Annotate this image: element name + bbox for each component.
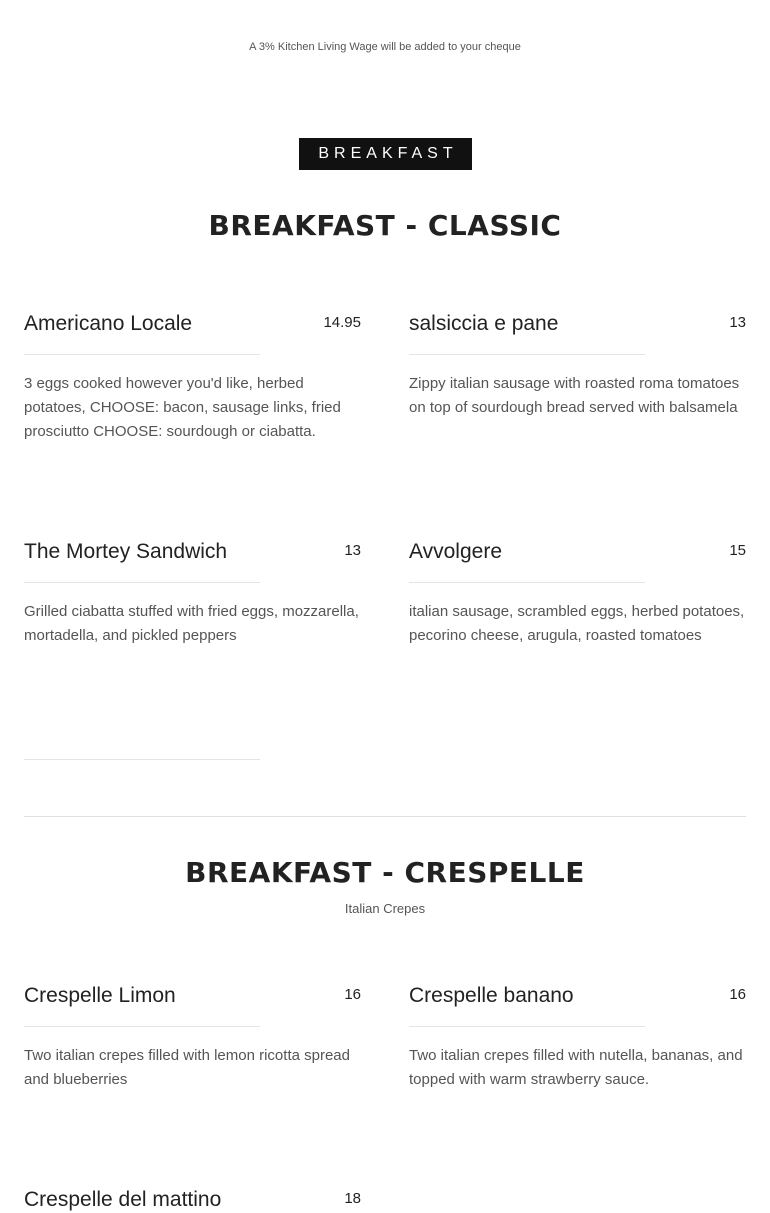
item-description: italian sausage, scrambled eggs, herbed potatoes, pecorino cheese, arugula, roasted tomatoes bbox=[409, 603, 745, 644]
item-description: Zippy italian sausage with roasted roma tomatoes on top of sourdough bread served with balsamela bbox=[409, 375, 740, 416]
item-price: 13 bbox=[344, 542, 361, 559]
item-description: 3 eggs cooked however you'd like, herbed potatoes, CHOOSE: bacon, sausage links, fried prosciutto CHOOSE: sourdough or ciabatta. bbox=[24, 375, 341, 440]
item-divider bbox=[24, 354, 260, 355]
item-name: Crespelle del mattino bbox=[24, 1188, 222, 1211]
item-name: The Mortey Sandwich bbox=[24, 540, 228, 563]
item-price: 14.95 bbox=[323, 314, 361, 331]
item-name: Americano Locale bbox=[24, 312, 193, 335]
item-name: Avvolgere bbox=[409, 540, 503, 563]
item-price: 16 bbox=[729, 986, 746, 1003]
item-price: 16 bbox=[344, 986, 361, 1003]
section-title-crespelle: BREAKFAST - CRESPELLE bbox=[185, 856, 585, 889]
section-subtitle: Italian Crepes bbox=[344, 901, 426, 916]
item-price: 15 bbox=[729, 542, 746, 559]
section-divider bbox=[24, 816, 746, 817]
section-title-classic: BREAKFAST - CLASSIC bbox=[208, 209, 562, 242]
item-divider bbox=[409, 582, 645, 583]
item-divider bbox=[24, 1026, 260, 1027]
item-description: Grilled ciabatta stuffed with fried eggs, mozzarella, mortadella, and pickled peppers bbox=[24, 603, 359, 644]
item-name: salsiccia e pane bbox=[409, 312, 559, 335]
kitchen-wage-notice: A 3% Kitchen Living Wage will be added to your cheque bbox=[249, 41, 521, 53]
item-divider bbox=[24, 582, 260, 583]
item-name: Crespelle banano bbox=[409, 984, 574, 1007]
item-price: 18 bbox=[344, 1190, 361, 1207]
item-name: Crespelle Limon bbox=[24, 984, 176, 1007]
menu-tab-breakfast[interactable]: BREAKFAST bbox=[299, 138, 472, 170]
item-price: 13 bbox=[729, 314, 746, 331]
item-description: Two italian crepes filled with nutella, bananas, and topped with warm strawberry sauce. bbox=[409, 1047, 743, 1088]
section-end-divider bbox=[24, 759, 260, 760]
item-divider bbox=[409, 354, 645, 355]
item-description: Two italian crepes filled with lemon ricotta spread and blueberries bbox=[24, 1047, 350, 1088]
item-divider bbox=[409, 1026, 645, 1027]
